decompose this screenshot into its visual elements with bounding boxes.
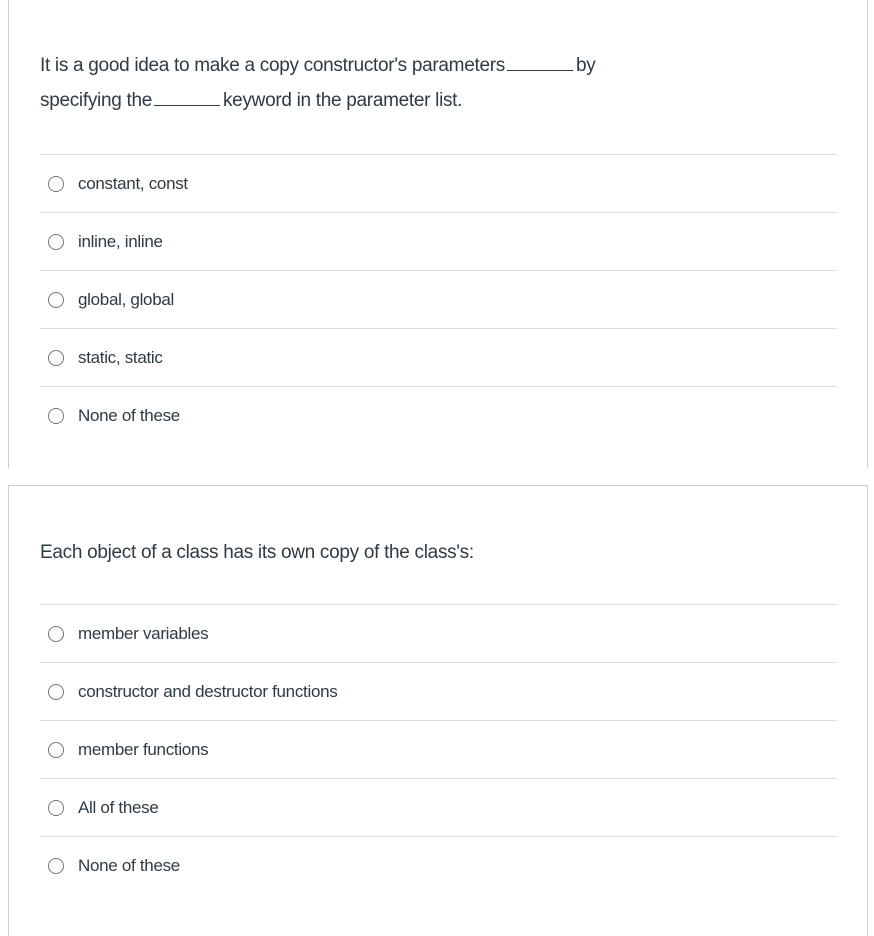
fill-in-blank bbox=[154, 89, 220, 106]
answer-label[interactable]: static, static bbox=[78, 347, 163, 367]
answer-option[interactable] bbox=[40, 604, 837, 662]
radio-button[interactable] bbox=[48, 350, 64, 366]
radio-button[interactable] bbox=[48, 234, 64, 250]
radio-button[interactable] bbox=[48, 858, 64, 874]
radio-button[interactable] bbox=[48, 176, 64, 192]
answer-option[interactable] bbox=[40, 662, 837, 720]
answer-option[interactable] bbox=[40, 386, 837, 444]
radio-button[interactable] bbox=[48, 742, 64, 758]
answer-label[interactable]: None of these bbox=[78, 405, 180, 425]
answer-label[interactable]: member functions bbox=[78, 739, 209, 759]
question-text-part: keyword in the parameter list. bbox=[222, 90, 463, 111]
fill-in-blank bbox=[507, 54, 573, 71]
radio-button[interactable] bbox=[48, 292, 64, 308]
answer-label[interactable]: None of these bbox=[78, 855, 180, 875]
radio-button[interactable] bbox=[48, 626, 64, 642]
radio-button[interactable] bbox=[48, 408, 64, 424]
answer-label[interactable]: member variables bbox=[78, 623, 209, 643]
answer-option[interactable] bbox=[40, 270, 837, 328]
question-text: Each object of a class has its own copy of the class's: bbox=[40, 542, 474, 563]
answer-option[interactable] bbox=[40, 328, 837, 386]
answer-label[interactable]: global, global bbox=[78, 289, 174, 309]
answer-option[interactable] bbox=[40, 212, 837, 270]
answer-option[interactable] bbox=[40, 836, 837, 894]
radio-button[interactable] bbox=[48, 684, 64, 700]
answer-label[interactable]: constructor and destructor functions bbox=[78, 681, 338, 701]
answer-label[interactable]: All of these bbox=[78, 797, 159, 817]
answer-option[interactable] bbox=[40, 720, 837, 778]
question-text-part: by bbox=[575, 55, 596, 76]
answer-option[interactable] bbox=[40, 154, 837, 212]
question-text-part: specifying the bbox=[40, 90, 152, 111]
question-text bbox=[40, 48, 837, 118]
question-1 bbox=[8, 0, 868, 468]
question-text-part: It is a good idea to make a copy constructor's parameters bbox=[40, 55, 505, 76]
answer-label[interactable]: inline, inline bbox=[78, 231, 163, 251]
answer-list bbox=[40, 154, 837, 444]
question-2 bbox=[8, 485, 868, 936]
answer-label[interactable]: constant, const bbox=[78, 173, 188, 193]
answer-list bbox=[40, 604, 837, 894]
radio-button[interactable] bbox=[48, 800, 64, 816]
answer-option[interactable] bbox=[40, 778, 837, 836]
